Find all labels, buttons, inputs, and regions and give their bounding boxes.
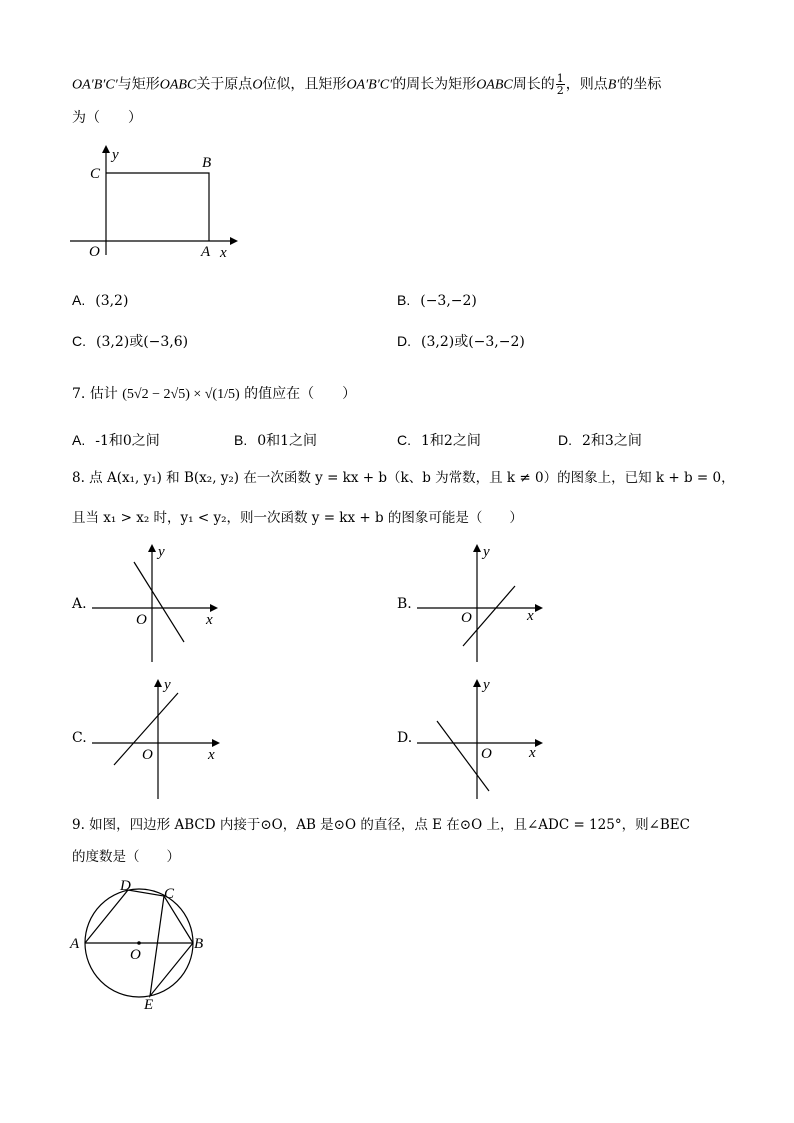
q6-text: OABC [476,77,513,93]
label-x: x [527,608,534,624]
label-o: O [136,612,147,628]
q8-option-c[interactable] [72,728,87,748]
q6-text: 的周长为矩形 [392,76,477,93]
option-text: (3,2)或(−3,6) [96,334,189,350]
label-o: O [142,747,153,763]
label-a: A [201,244,211,260]
option-text: (−3,−2) [420,293,477,309]
label-d: D [120,878,131,894]
q6-text: ，则点 [565,76,608,93]
q6-text: 的坐标 [619,76,662,93]
y-axis-arrow [148,544,156,552]
q6-text: OA′B′C′ [346,77,393,93]
y-axis-arrow [102,145,110,153]
option-label: D. [558,432,572,448]
q6-text: O [252,77,263,93]
q7-prefix: 7. 估计 [72,386,118,402]
option-text: 1和2之间 [421,433,481,449]
x-axis-arrow [210,604,218,612]
label-e: E [144,997,154,1013]
q6-text: 周长的 [512,76,555,93]
q6-stem-line1 [72,73,661,96]
label-x: x [529,745,536,761]
label-y: y [164,677,171,693]
graph-line [134,562,184,642]
label-y: y [112,147,119,163]
label-x: x [206,612,213,628]
q8-option-d[interactable] [397,728,412,748]
label-y: y [483,677,490,693]
q7-option-a[interactable] [72,430,160,451]
rectangle-oabc [106,173,209,241]
y-axis-arrow [154,679,162,687]
label-o: O [481,746,492,762]
q6-text: 与矩形 [117,76,160,93]
q8-option-b[interactable] [397,594,412,614]
q8-stem-line1: 8. 点 A(x₁, y₁) 和 B(x₂, y₂) 在一次函数 y = kx + b（k、b 为常数，且 k ≠ 0）的图象上，已知 k + b = 0， [72,470,735,486]
label-y: y [483,544,490,560]
lines-ce-eb [150,896,193,996]
q7-stem [72,384,356,405]
q6-text: B′ [607,77,620,93]
q9-stem-line1: 9. 如图，四边形 ABCD 内接于⊙O，AB 是⊙O 的直径，点 E 在⊙O 上，且∠ADC = 125°，则∠BEC [72,817,690,833]
option-text: -1和0之间 [95,433,160,449]
q8-graph-d[interactable] [417,677,547,802]
q8-option-a[interactable] [72,594,87,614]
q6-text: 关于原点 [196,76,253,93]
q6-text: OA′B′C′ [72,77,118,93]
option-label: A. [72,432,86,448]
q6-option-c[interactable] [72,331,188,352]
q9-stem-line2: 的度数是（ ） [72,849,180,865]
label-o: O [461,610,472,626]
label-x: x [208,747,215,763]
q6-option-b[interactable] [397,290,477,311]
x-axis-arrow [230,237,238,245]
q9-circle-figure [70,878,215,1013]
q6-stem-line2: 为（ ） [72,110,142,126]
label-o: O [89,244,100,260]
y-axis-arrow [473,679,481,687]
x-axis-arrow [535,604,543,612]
q6-text: 位似，且矩形 [262,76,347,93]
q8-graph-c[interactable] [92,677,222,802]
q7-option-d[interactable] [558,430,642,451]
quadrilateral-abcd [85,890,193,943]
q6-rectangle-figure [70,145,240,260]
q8-graph-b[interactable] [417,542,547,667]
q6-text: OABC [159,77,197,93]
option-text: 2和3之间 [582,433,642,449]
y-axis-arrow [473,544,481,552]
q7-option-c[interactable] [397,430,481,451]
q7-suffix: 的值应在（ ） [244,386,357,402]
q7-expression: (5√2 − 2√5) × √(1/5) [122,387,240,402]
option-text: (3,2)或(−3,−2) [421,334,525,350]
option-label: D. [397,730,413,746]
label-c: C [90,166,101,182]
option-label: B. [397,596,412,612]
label-c: C [164,886,175,902]
label-x: x [220,245,227,261]
x-axis-arrow [535,739,543,747]
label-a: A [70,936,80,952]
label-b: B [194,936,204,952]
option-label: B. [234,432,248,448]
option-text: (3,2) [95,293,129,309]
center-point [137,941,141,945]
fraction-numerator: 1 [556,72,564,85]
option-label: A. [72,292,86,308]
q7-option-b[interactable] [234,430,317,451]
option-label: C. [397,432,411,448]
x-axis-arrow [212,739,220,747]
fraction-half [556,73,565,96]
option-label: C. [72,730,87,746]
q8-stem-line2: 且当 x₁ > x₂ 时，y₁ < y₂，则一次函数 y = kx + b 的图象可能是（ ） [72,510,523,526]
option-label: A. [72,596,87,612]
label-b: B [202,155,212,171]
q6-option-a[interactable] [72,290,128,311]
q6-option-d[interactable] [397,331,525,352]
option-text: 0和1之间 [257,433,318,449]
option-label: C. [72,333,86,349]
label-o: O [130,947,141,963]
fraction-denominator: 2 [556,84,564,97]
option-label: D. [397,333,411,349]
q8-graph-a[interactable] [92,542,222,667]
label-y: y [158,544,165,560]
option-label: B. [397,292,411,308]
